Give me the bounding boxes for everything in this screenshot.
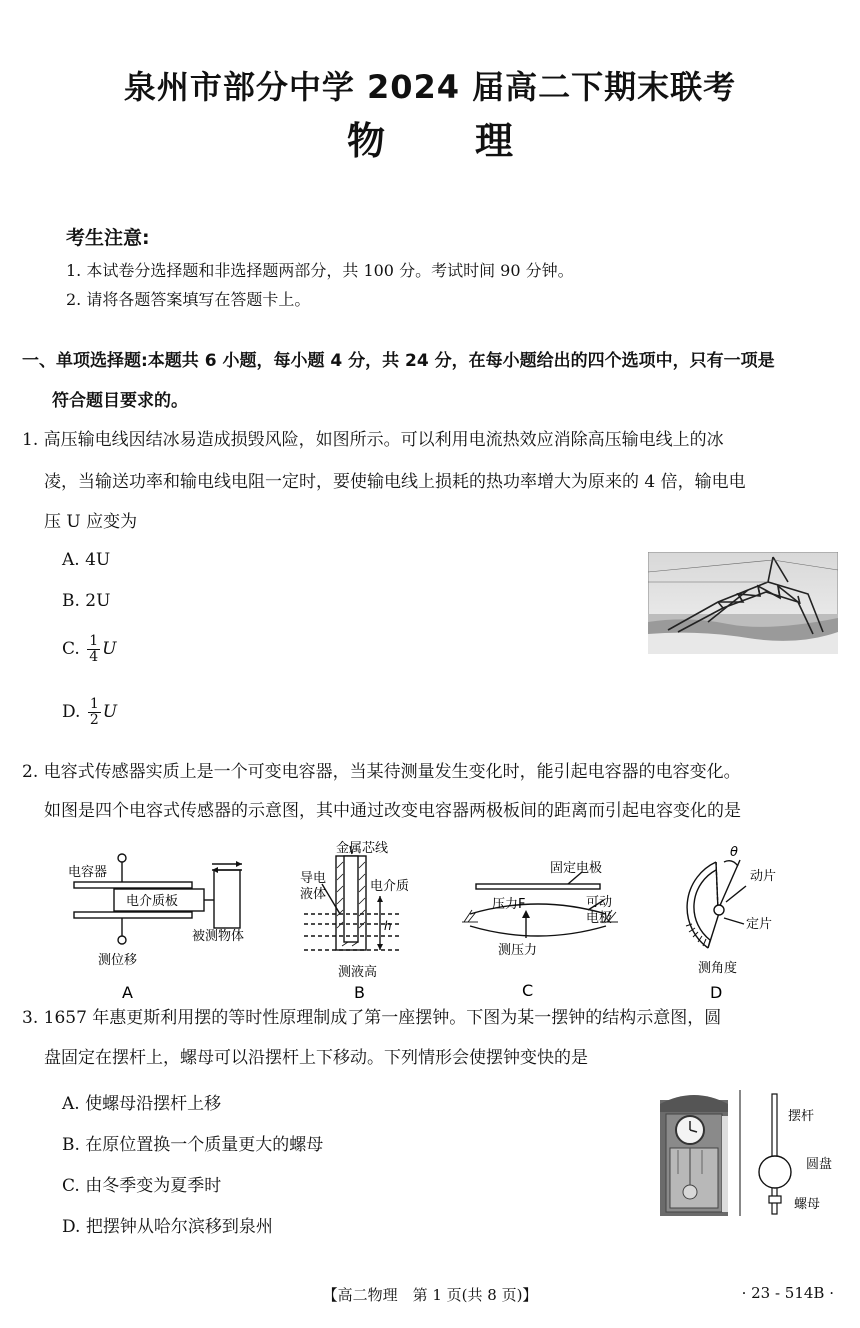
figure-b-letter: B: [354, 983, 365, 1002]
figure-a-letter: A: [122, 983, 133, 1002]
figure-b-label-liquid-1: 导电: [300, 871, 327, 886]
figure-a-label-dielectric: 电介质板: [126, 894, 179, 909]
figure-b-liquid-level: [292, 838, 442, 1004]
q3-line-2: 盘固定在摆杆上，螺母可以沿摆杆上下移动。下列情形会使摆钟变快的是: [44, 1048, 588, 1068]
paper-code: · 23 - 514B ·: [741, 1284, 834, 1302]
pendulum-label-nut: 螺母: [794, 1197, 821, 1212]
figure-c-pressure: [458, 850, 628, 1004]
figure-c-label-force: 压力F: [492, 897, 526, 912]
figure-b-label-h: h: [384, 919, 392, 933]
q1-line-1: 1. 高压输电线因结冰易造成损毁风险，如图所示。可以利用电流热效应消除高压输电线上的冰: [22, 430, 724, 450]
figure-c-letter: C: [522, 981, 534, 1000]
q3-option-d: D. 把摆钟从哈尔滨移到泉州: [62, 1217, 273, 1237]
q3-option-a: A. 使螺母沿摆杆上移: [62, 1094, 222, 1114]
pendulum-label-disk: 圆盘: [806, 1157, 833, 1172]
figure-c-label-measure: 测压力: [498, 943, 538, 958]
exam-title: 泉州市部分中学 2024 届高二下期末联考: [123, 68, 737, 106]
q2-line-2: 如图是四个电容式传感器的示意图，其中通过改变电容器两极板间的距离而引起电容变化的是: [44, 801, 741, 821]
figure-b-label-dielectric: 电介质: [370, 879, 410, 894]
q1-line-2: 凌，当输送功率和输电线电阻一定时，要使输电线上损耗的热功率增大为原来的 4 倍，输电电: [44, 472, 746, 492]
q1-option-a: A. 4U: [62, 550, 111, 570]
figure-a-label-capacitor: 电容器: [68, 865, 108, 880]
collapsed-tower-photo: [648, 552, 838, 654]
q3-line-1: 3. 1657 年惠更斯利用摆的等时性原理制成了第一座摆钟。下图为某一摆钟的结构示意图，圆: [22, 1008, 722, 1028]
figure-b-label-liquid-2: 液体: [300, 887, 327, 902]
notice-item-1: 1. 本试卷分选择题和非选择题两部分，共 100 分。考试时间 90 分钟。: [66, 261, 574, 280]
subject-title: 物理: [346, 119, 603, 163]
figure-a-displacement: [62, 840, 272, 1004]
figure-b-label-measure: 测液高: [338, 965, 378, 980]
figure-d-label-measure: 测角度: [698, 961, 738, 976]
pendulum-clock-photo: [656, 1090, 732, 1216]
q3-option-b: B. 在原位置换一个质量更大的螺母: [62, 1135, 324, 1155]
q1-line-3: 压 U 应变为: [44, 512, 138, 532]
figure-d-label-theta: θ: [730, 845, 738, 860]
figure-a-label-object: 被测物体: [192, 929, 245, 944]
figure-d-label-moving: 动片: [750, 869, 777, 884]
pendulum-schematic: [738, 1090, 842, 1226]
q1-option-d: D. $\frac{1}{2}$ U: [62, 696, 118, 728]
q1-option-b: B. 2U: [62, 591, 111, 611]
pendulum-label-rod: 摆杆: [788, 1109, 815, 1124]
figure-d-letter: D: [710, 983, 723, 1002]
notice-item-2: 2. 请将各题答案填写在答题卡上。: [66, 290, 311, 309]
page-footer: 【高二物理 第 1 页(共 8 页)】: [322, 1286, 538, 1304]
notice-heading: 考生注意:: [66, 227, 150, 249]
q1-option-c: C. $\frac{1}{4}$ U: [62, 633, 117, 665]
figure-c-label-fixed: 固定电极: [550, 861, 603, 876]
figure-a-label-measure: 测位移: [98, 953, 138, 968]
q2-line-1: 2. 电容式传感器实质上是一个可变电容器，当某待测量发生变化时，能引起电容器的电容变化。: [22, 762, 741, 782]
section-heading-cont: 符合题目要求的。: [52, 391, 188, 411]
figure-d-angle: [662, 840, 812, 1004]
figure-c-label-movable-1: 可动: [586, 895, 613, 910]
figure-b-label-core: 金属芯线: [336, 841, 389, 856]
figure-c-label-movable-2: 电极: [586, 911, 613, 926]
figure-d-label-fixed: 定片: [746, 917, 773, 932]
q3-option-c: C. 由冬季变为夏季时: [62, 1176, 222, 1196]
section-heading: 一、单项选择题:本题共 6 小题，每小题 4 分，共 24 分，在每小题给出的四个选项中，只有一项是: [22, 351, 775, 371]
